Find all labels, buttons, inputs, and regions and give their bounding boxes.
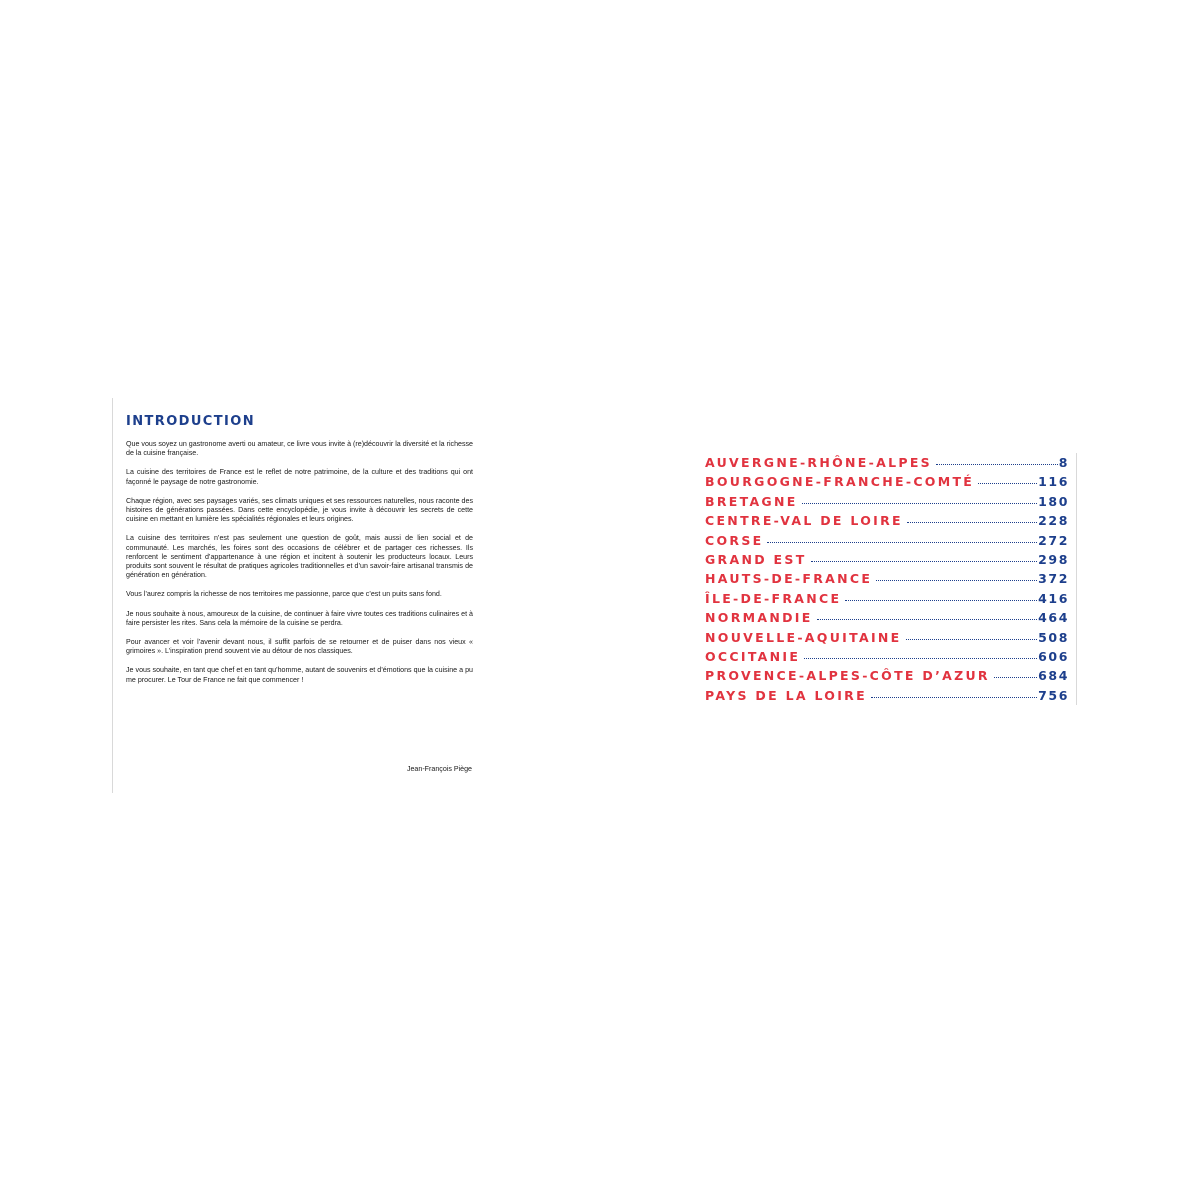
toc-entry[interactable] [705,688,1069,707]
toc-page-number: 756 [1038,687,1069,703]
toc-page-number: 464 [1038,610,1069,626]
toc-entry[interactable] [705,630,1069,649]
introduction-title: INTRODUCTION [126,414,255,429]
toc-dot-leader [876,580,1037,581]
intro-paragraph: Vous l’aurez compris la richesse de nos territoires me passionne, parce que c’est un puits sans fond. [126,590,442,599]
toc-region-name: AUVERGNE-RHÔNE-ALPES [705,455,932,470]
toc-dot-leader [767,542,1037,543]
toc-page-number: 684 [1038,668,1069,684]
toc-dot-leader [802,503,1038,504]
toc-entry[interactable] [705,552,1069,571]
toc-region-name: PAYS DE LA LOIRE [705,687,867,703]
toc-region-name: CORSE [705,532,764,548]
toc-page-number: 8 [1058,455,1069,470]
intro-paragraph: Que vous soyez un gastronome averti ou amateur, ce livre vous invite à (re)découvrir la diversité et la richesse de la cuisine française. [126,440,473,458]
toc-page-number: 272 [1038,532,1069,548]
author-signature: Jean-François Piège [406,765,472,773]
intro-paragraph: Chaque région, avec ses paysages variés, ses climats uniques et ses ressources naturelles, nous raconte des histoires de générations passées. Dans cette encyclopédie, je vous invite à découvrir les secrets de cette cuisine en mettant en lumière les spécialités régionales et leurs origines. [126,496,473,524]
toc-entry[interactable] [705,513,1069,532]
toc-entry[interactable] [705,649,1069,668]
toc-page-number: 298 [1038,551,1069,567]
introduction-body [126,440,473,695]
toc-region-name: NORMANDIE [705,610,813,626]
toc-entry[interactable] [705,571,1069,590]
toc-entry[interactable] [705,668,1069,687]
intro-paragraph: Je nous souhaite à nous, amoureux de la cuisine, de continuer à faire vivre toutes ces traditions culinaires et à faire persister les rites. Sans cela la mémoire de la cuisine se perdra. [126,609,473,627]
toc-dot-leader [994,677,1037,678]
toc-entry[interactable] [705,533,1069,552]
introduction-page [112,398,481,793]
intro-paragraph: Je vous souhaite, en tant que chef et en tant qu’homme, autant de souvenirs et d’émotions que la cuisine a pu me procurer. Le Tour de France ne fait que commencer ! [126,666,473,684]
toc-region-name: PROVENCE-ALPES-CÔTE D’AZUR [705,668,990,684]
toc-page-number: 416 [1038,590,1069,606]
toc-region-name: GRAND EST [705,551,807,567]
toc-dot-leader [804,658,1037,659]
toc-region-name: BOURGOGNE-FRANCHE-COMTÉ [705,474,975,490]
toc-entry[interactable] [705,494,1069,513]
intro-paragraph: La cuisine des territoires n’est pas seulement une question de goût, mais aussi de lien social et de communauté. Les marchés, les foires sont des occasions de célébrer et de partager ces richesses. Ils renforcent le sentiment d’appartenance à une région et incitent à soutenir les producteurs locaux. Leurs produits sont souvent le résultat de pratiques agricoles traditionnelles et d’un savoir-faire artisanal transmis de génération en génération. [126,534,473,580]
toc-region-name: NOUVELLE-AQUITAINE [705,629,902,645]
toc-page-number: 228 [1038,513,1069,529]
toc-entry[interactable] [705,591,1069,610]
toc-dot-leader [906,639,1038,640]
table-of-contents-page [700,453,1077,705]
toc-dot-leader [907,522,1037,523]
toc-page-number: 606 [1038,648,1069,664]
toc-dot-leader [978,483,1037,484]
toc-dot-leader [811,561,1038,562]
toc-region-name: HAUTS-DE-FRANCE [705,571,873,587]
toc-entry[interactable] [705,474,1069,493]
toc-entry[interactable] [705,455,1069,474]
intro-paragraph: La cuisine des territoires de France est le reflet de notre patrimoine, de la culture et des traditions qui ont façonné le paysage de notre gastronomie. [126,468,473,486]
toc-page-number: 116 [1038,474,1069,490]
toc-dot-leader [845,600,1037,601]
toc-dot-leader [817,619,1038,620]
table-of-contents [705,455,1069,707]
toc-dot-leader [871,697,1037,698]
toc-region-name: BRETAGNE [705,493,798,509]
intro-paragraph: Pour avancer et voir l’avenir devant nous, il suffit parfois de se retourner et de puiser dans nos vieux « grimoires ». L’inspiration prend souvent vie au détour de nos classiques. [126,638,473,656]
toc-page-number: 508 [1038,629,1069,645]
toc-page-number: 180 [1038,493,1069,509]
toc-entry[interactable] [705,610,1069,629]
toc-dot-leader [936,464,1058,465]
toc-region-name: ÎLE-DE-FRANCE [705,590,842,606]
toc-page-number: 372 [1038,571,1069,587]
toc-region-name: OCCITANIE [705,648,801,664]
toc-region-name: CENTRE-VAL DE LOIRE [705,513,903,529]
